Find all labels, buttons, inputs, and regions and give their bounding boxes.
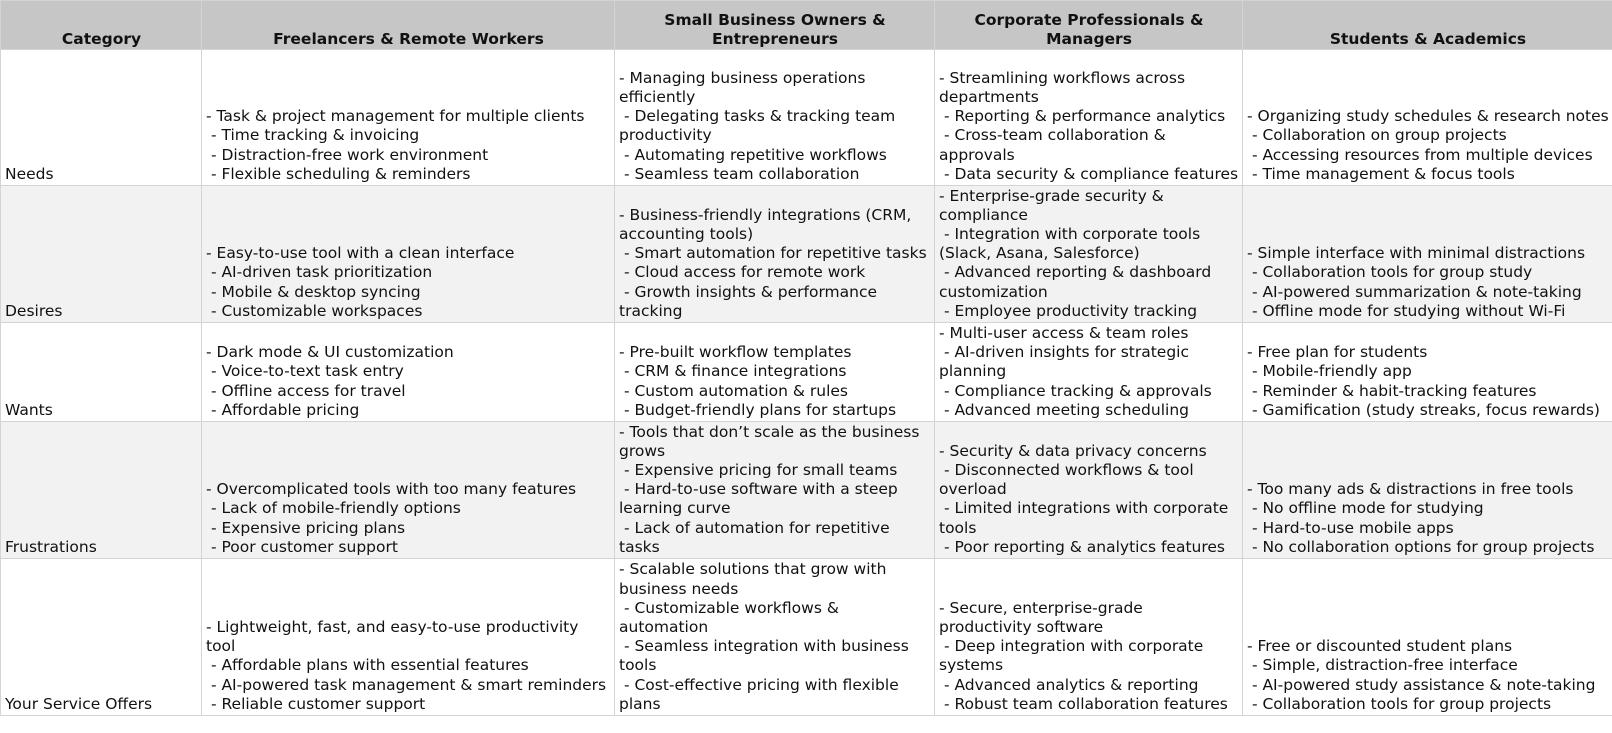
category-cell[interactable]: Wants — [1, 323, 202, 422]
category-cell[interactable]: Your Service Offers — [1, 559, 202, 716]
table-cell[interactable]: - Dark mode & UI customization - Voice-to-text task entry - Offline access for travel - Affordable pricing — [202, 323, 615, 422]
table-cell[interactable]: - Managing business operations efficiently - Delegating tasks & tracking team productivity - Automating repetitive workflows - Seamless team collaboration — [615, 50, 935, 186]
table-cell[interactable]: - Overcomplicated tools with too many features - Lack of mobile-friendly options - Expensive pricing plans - Poor customer support — [202, 422, 615, 559]
table-cell[interactable]: - Free plan for students - Mobile-friendly app - Reminder & habit-tracking features - Gamification (study streaks, focus rewards) — [1243, 323, 1612, 422]
table-row-wants — [1, 323, 1612, 422]
header-cell-students[interactable]: Students & Academics — [1243, 1, 1612, 50]
header-row — [1, 1, 1612, 50]
table-cell[interactable]: - Scalable solutions that grow with business needs - Customizable workflows & automation - Seamless integration with business tools - Cost-effective pricing with flexible plans — [615, 559, 935, 716]
table-row-desires — [1, 186, 1612, 323]
category-cell[interactable]: Desires — [1, 186, 202, 323]
table-cell[interactable]: - Multi-user access & team roles - AI-driven insights for strategic planning - Compliance tracking & approvals - Advanced meeting scheduling — [935, 323, 1243, 422]
header-cell-category[interactable]: Category — [1, 1, 202, 50]
table-cell[interactable]: - Task & project management for multiple clients - Time tracking & invoicing - Distraction-free work environment - Flexible scheduling & reminders — [202, 50, 615, 186]
table-row-service-offers — [1, 559, 1612, 716]
table-cell[interactable]: - Free or discounted student plans - Simple, distraction-free interface - AI-powered study assistance & note-taking - Collaboration tools for group projects — [1243, 559, 1612, 716]
table-cell[interactable]: - Too many ads & distractions in free tools - No offline mode for studying - Hard-to-use mobile apps - No collaboration options for group projects — [1243, 422, 1612, 559]
table-cell[interactable]: - Organizing study schedules & research notes - Collaboration on group projects - Accessing resources from multiple devices - Time management & focus tools — [1243, 50, 1612, 186]
table-row-frustrations — [1, 422, 1612, 559]
table-cell[interactable]: - Security & data privacy concerns - Disconnected workflows & tool overload - Limited integrations with corporate tools - Poor reporting & analytics features — [935, 422, 1243, 559]
category-cell[interactable]: Frustrations — [1, 422, 202, 559]
table-cell[interactable]: - Business-friendly integrations (CRM, accounting tools) - Smart automation for repetitive tasks - Cloud access for remote work - Growth insights & performance tracking — [615, 186, 935, 323]
table-cell[interactable]: - Lightweight, fast, and easy-to-use productivity tool - Affordable plans with essential features - AI-powered task management & smart reminders - Reliable customer support — [202, 559, 615, 716]
header-cell-freelancers[interactable]: Freelancers & Remote Workers — [202, 1, 615, 50]
table-row-needs — [1, 50, 1612, 186]
table-cell[interactable]: - Streamlining workflows across departments - Reporting & performance analytics - Cross-team collaboration & approvals - Data security & compliance features — [935, 50, 1243, 186]
table-cell[interactable]: - Pre-built workflow templates - CRM & finance integrations - Custom automation & rules - Budget-friendly plans for startups — [615, 323, 935, 422]
header-cell-small-business[interactable]: Small Business Owners & Entrepreneurs — [615, 1, 935, 50]
header-cell-corporate[interactable]: Corporate Professionals & Managers — [935, 1, 1243, 50]
table-cell[interactable]: - Secure, enterprise-grade productivity software - Deep integration with corporate systems - Advanced analytics & reporting - Robust team collaboration features — [935, 559, 1243, 716]
table-cell[interactable]: - Enterprise-grade security & compliance - Integration with corporate tools (Slack, Asana, Salesforce) - Advanced reporting & dashboard customization - Employee productivity tracking — [935, 186, 1243, 323]
table-cell[interactable]: - Easy-to-use tool with a clean interface - AI-driven task prioritization - Mobile & desktop syncing - Customizable workspaces — [202, 186, 615, 323]
table-cell[interactable]: - Simple interface with minimal distractions - Collaboration tools for group study - AI-powered summarization & note-taking - Offline mode for studying without Wi-Fi — [1243, 186, 1612, 323]
category-cell[interactable]: Needs — [1, 50, 202, 186]
table-cell[interactable]: - Tools that don’t scale as the business grows - Expensive pricing for small teams - Hard-to-use software with a steep learning curve - Lack of automation for repetitive tasks — [615, 422, 935, 559]
